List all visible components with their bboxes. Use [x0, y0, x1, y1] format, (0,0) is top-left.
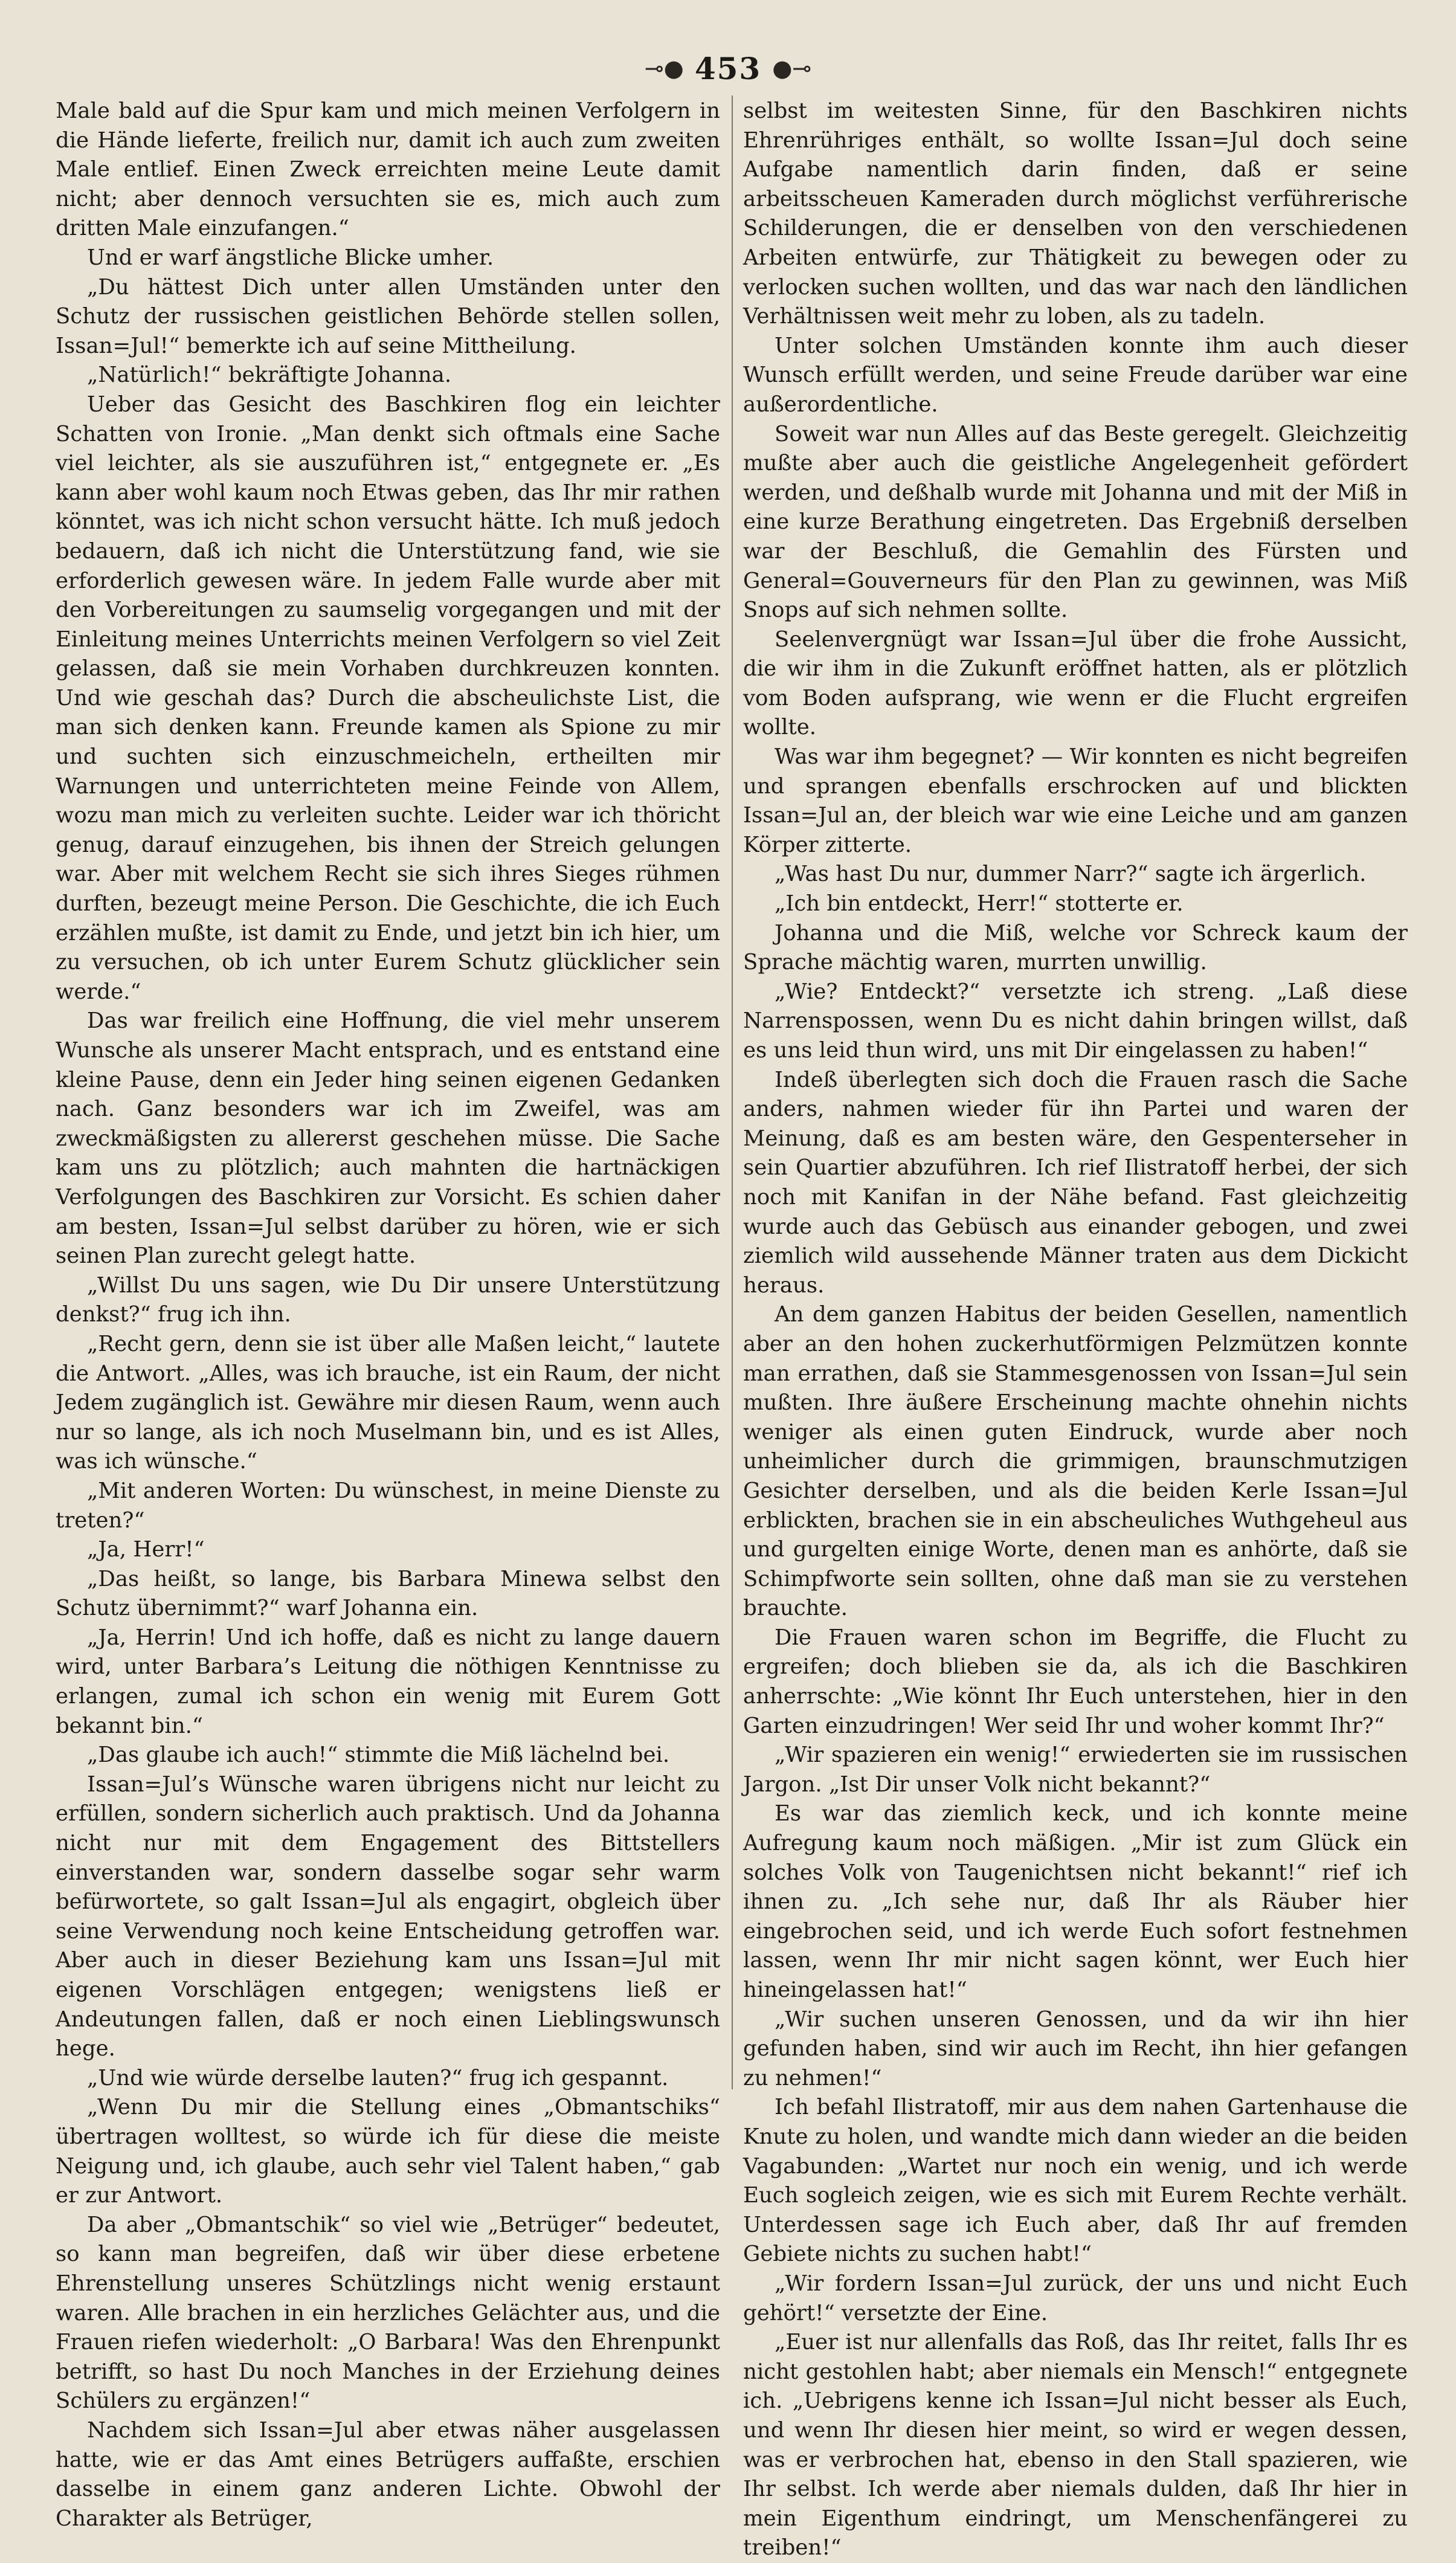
paragraph: Johanna und die Miß, welche vor Schreck kaum der Sprache mächtig waren, murrten unwillig. [743, 920, 1408, 975]
paragraph: Es war das ziemlich keck, und ich konnte meine Aufregung kaum noch mäßigen. „Mir ist zum Glück ein solches Volk von Taugenichtsen nicht bekannt!“ rief ich ihnen zu. „Ich sehe nur, daß Ihr als Räuber hier eingebrochen seid, und ich werde Euch sofort festnehmen lassen, wenn Ihr mir nicht sagen könnt, wer Euch hier hineingelassen hat!“ [743, 1801, 1408, 2002]
right-text-column [743, 97, 1408, 2561]
paragraph: An dem ganzen Habitus der beiden Gesellen, namentlich aber an den hohen zuckerhutförmigen Pelzmützen konnte man errathen, daß sie Stammesgenossen von Issan=Jul sein mußten. Ihre äußere Erscheinung machte ohnehin nichts weniger als einen guten Eindruck, wurde aber noch unheimlicher durch die grimmigen, braunschmutzigen Gesichter derselben, und als die beiden Kerle Issan=Jul erblickten, brachen sie in ein abscheuliches Wuthgeheul aus und gurgelten einige Worte, denen man es anhörte, daß sie Schimpfworte sein sollten, ohne daß man sie zu verstehen brauchte. [743, 1302, 1408, 1621]
paragraph: Und er warf ängstliche Blicke umher. [87, 245, 494, 270]
left-ornament-icon: ⊸● [644, 55, 684, 82]
paragraph: Ueber das Gesicht des Baschkiren flog ein leichter Schatten von Ironie. „Man denkt sich oftmals eine Sache viel leichter, als sie auszuführen ist,“ entgegnete er. „Es kann aber wohl kaum noch Etwas geben, das Ihr mir rathen könntet, was ich nicht schon versucht hätte. Ich muß jedoch bedauern, daß ich nicht die Unterstützung fand, wie sie erforderlich gewesen wäre. In jedem Falle wurde aber mit den Vorbereitungen zu saumselig vorgegangen und mit der Einleitung meines Unterrichts meinen Verfolgern so viel Zeit gelassen, daß sie mein Vorhaben durchkreuzen konnten. Und wie geschah das? Durch die abscheulichste List, die man sich denken kann. Freunde kamen als Spione zu mir und suchten sich einzuschmeicheln, ertheilten mir Warnungen und unterrichteten meine Feinde von Allem, wozu man mich zu verleiten suchte. Leider war ich thöricht genug, darauf einzugehen, bis ihnen der Streich gelungen war. Aber mit welchem Recht sie sich ihres Sieges rühmen durften, bezeugt meine Person. Die Geschichte, die ich Euch erzählen mußte, ist damit zu Ende, und jetzt bin ich hier, um zu versuchen, ob ich unter Eurem Schutz glücklicher sein werde.“ [56, 392, 720, 1004]
paragraph: „Und wie würde derselbe lauten?“ frug ich gespannt. [87, 2065, 669, 2091]
page-header [0, 47, 1456, 89]
paragraph: „Das heißt, so lange, bis Barbara Minewa selbst den Schutz übernimmt?“ warf Johanna ein. [56, 1566, 720, 1621]
paragraph: Da aber „Obmantschik“ so viel wie „Betrüger“ bedeutet, so kann man begreifen, daß wir über diese erbetene Ehrenstellung unseres Schützlings nicht wenig erstaunt waren. Alle brachen in ein herzliches Gelächter aus, und die Frauen riefen wiederholt: „O Barbara! Was den Ehrenpunkt betrifft, so hast Du noch Manches in der Erziehung deines Schülers zu ergänzen!“ [56, 2212, 720, 2414]
paragraph: „Du hättest Dich unter allen Umständen unter den Schutz der russischen geistlichen Behörde stellen sollen, Issan=Jul!“ bemerkte ich auf seine Mittheilung. [56, 274, 720, 358]
paragraph: „Wir spazieren ein wenig!“ erwiederten sie im russischen Jargon. „Ist Dir unser Volk nicht bekannt?“ [743, 1743, 1408, 1797]
paragraph: Unter solchen Umständen konnte ihm auch dieser Wunsch erfüllt werden, und seine Freude darüber war eine außerordentliche. [743, 333, 1408, 417]
paragraph: „Ja, Herrin! Und ich hoffe, daß es nicht zu lange dauern wird, unter Barbara’s Leitung die nöthigen Kenntnisse zu erlangen, zumal ich schon ein wenig mit Eurem Gott bekannt bin.“ [56, 1625, 720, 1738]
paragraph: Das war freilich eine Hoffnung, die viel mehr unserem Wunsche als unserer Macht entsprach, und es entstand eine kleine Pause, denn ein Jeder hing seinen eigenen Gedanken nach. Ganz besonders war ich im Zweifel, was am zweckmäßigsten zu allererst geschehen müsse. Die Sache kam uns zu plötzlich; auch mahnten die hartnäckigen Verfolgungen des Baschkiren zur Vorsicht. Es schien daher am besten, Issan=Jul selbst darüber zu hören, wie er sich seinen Plan zurecht gelegt hatte. [56, 1008, 720, 1269]
paragraph: „Wir suchen unseren Genossen, und da wir ihn hier gefunden haben, sind wir auch im Recht, ihn hier gefangen zu nehmen!“ [743, 2007, 1408, 2091]
column-divider [732, 95, 733, 2089]
paragraph: „Ich bin entdeckt, Herr!“ stotterte er. [775, 891, 1184, 917]
paragraph: „Willst Du uns sagen, wie Du Dir unsere Unterstützung denkst?“ frug ich ihn. [56, 1272, 720, 1327]
paragraph: „Wenn Du mir die Stellung eines „Obmantschiks“ übertragen wolltest, so würde ich für diese die meiste Neigung und, ich glaube, auch sehr viel Talent haben,“ gab er zur Antwort. [56, 2095, 720, 2208]
paragraph: „Wie? Entdeckt?“ versetzte ich streng. „Laß diese Narrenspossen, wenn Du es nicht dahin bringen willst, daß es uns leid thun wird, uns mit Dir eingelassen zu haben!“ [743, 979, 1408, 1063]
right-ornament-icon: ●⊸ [772, 55, 812, 82]
paragraph: Was war ihm begegnet? — Wir konnten es nicht begreifen und sprangen ebenfalls erschrocken auf und blickten Issan=Jul an, der bleich war wie eine Leiche und am ganzen Körper zitterte. [743, 744, 1408, 857]
paragraph: Seelenvergnügt war Issan=Jul über die frohe Aussicht, die wir ihm in die Zukunft eröffnet hatten, als er plötzlich vom Boden aufsprang, wie wenn er die Flucht ergreifen wollte. [743, 627, 1408, 740]
paragraph: Die Frauen waren schon im Begriffe, die Flucht zu ergreifen; doch blieben sie da, als ich die Baschkiren anherrschte: „Wie könnt Ihr Euch unterstehen, hier in den Garten einzudringen! Wer seid Ihr und woher kommt Ihr?“ [743, 1625, 1408, 1738]
paragraph: Soweit war nun Alles auf das Beste geregelt. Gleichzeitig mußte aber auch die geistliche Angelegenheit gefördert werden, und deßhalb wurde mit Johanna und mit der Miß in eine kurze Berathung eingetreten. Das Ergebniß derselben war der Beschluß, die Gemahlin des Fürsten und General=Gouverneurs für den Plan zu gewinnen, was Miß Snops auf sich nehmen sollte. [743, 421, 1408, 623]
paragraph: „Natürlich!“ bekräftigte Johanna. [87, 363, 452, 388]
paragraph: „Mit anderen Worten: Du wünschest, in meine Dienste zu treten?“ [56, 1478, 720, 1533]
paragraph: selbst im weitesten Sinne, für den Baschkiren nichts Ehrenrühriges enthält, so wollte Issan=Jul doch seine Aufgabe namentlich darin finden, daß er seine arbeitsscheuen Kameraden durch möglichst verführerische Schilderungen, die er denselben von den verschiedenen Arbeiten entwürfe, zur Thätigkeit zu bewegen oder zu verlocken suchen wollten, und das war nach den ländlichen Verhältnissen weit mehr zu loben, als zu tadeln. [743, 98, 1408, 329]
paragraph: „Was hast Du nur, dummer Narr?“ sagte ich ärgerlich. [775, 862, 1367, 887]
paragraph: „Ja, Herr!“ [87, 1537, 205, 1562]
paragraph: Nachdem sich Issan=Jul aber etwas näher ausgelassen hatte, wie er das Amt eines Betrügers auffaßte, erschien dasselbe in einem ganz anderen Lichte. Obwohl der Charakter als Betrüger, [56, 2417, 720, 2531]
paragraph: Indeß überlegten sich doch die Frauen rasch die Sache anders, nahmen wieder für ihn Partei und waren der Meinung, daß es am besten wäre, den Gespenterseher in sein Quartier abzuführen. Ich rief Ilistratoff herbei, der sich noch mit Kanifan in der Nähe befand. Fast gleichzeitig wurde auch das Gebüsch aus einander gebogen, und zwei ziemlich wild aussehende Männer traten aus dem Dickicht heraus. [743, 1067, 1408, 1298]
paragraph: Issan=Jul’s Wünsche waren übrigens nicht nur leicht zu erfüllen, sondern sicherlich auch praktisch. Und da Johanna nicht nur mit dem Engagement des Bittstellers einverstanden war, sondern dasselbe sogar sehr warm befürwortete, so galt Issan=Jul als engagirt, obgleich über seine Verwendung noch keine Entscheidung getroffen war. Aber auch in dieser Beziehung kam uns Issan=Jul mit eigenen Vorschlägen entgegen; wenigstens ließ er Andeutungen fallen, daß er noch einen Lieblingswunsch hege. [56, 1772, 720, 2062]
paragraph: „Wir fordern Issan=Jul zurück, der uns und nicht Euch gehört!“ versetzte der Eine. [743, 2271, 1408, 2326]
paragraph: Male bald auf die Spur kam und mich meinen Verfolgern in die Hände lieferte, freilich nur, damit ich auch zum zweiten Male entlief. Einen Zweck erreichten meine Leute damit nicht; aber dennoch versuchten sie es, mich auch zum dritten Male einzufangen.“ [56, 98, 720, 241]
paragraph: Ich befahl Ilistratoff, mir aus dem nahen Gartenhause die Knute zu holen, und wandte mich dann wieder an die beiden Vagabunden: „Wartet nur noch ein wenig, und ich werde Euch sogleich zeigen, wie es sich mit Eurem Rechte verhält. Unterdessen sage ich Euch aber, daß Ihr auf fremden Gebiete nichts zu suchen habt!“ [743, 2095, 1408, 2267]
paragraph: „Das glaube ich auch!“ stimmte die Miß lächelnd bei. [87, 1743, 670, 1768]
page-number: 453 [694, 50, 762, 86]
paragraph: „Euer ist nur allenfalls das Roß, das Ihr reitet, falls Ihr es nicht gestohlen habt; aber niemals ein Mensch!“ entgegnete ich. „Uebrigens kenne ich Issan=Jul nicht besser als Euch, und wenn Ihr diesen hier meint, so wird er wegen dessen, was er verbrochen hat, ebenso in den Stall spazieren, wie Ihr selbst. Ich werde aber niemals dulden, daß Ihr hier in mein Eigenthum eindringt, um Menschenfängerei zu treiben!“ [743, 2330, 1408, 2561]
paragraph: „Recht gern, denn sie ist über alle Maßen leicht,“ lautete die Antwort. „Alles, was ich brauche, ist ein Raum, der nicht Jedem zugänglich ist. Gewähre mir diesen Raum, wenn auch nur so lange, als ich noch Muselmann bin, und es ist Alles, was ich wünsche.“ [56, 1331, 720, 1474]
left-text-column [56, 97, 720, 2531]
